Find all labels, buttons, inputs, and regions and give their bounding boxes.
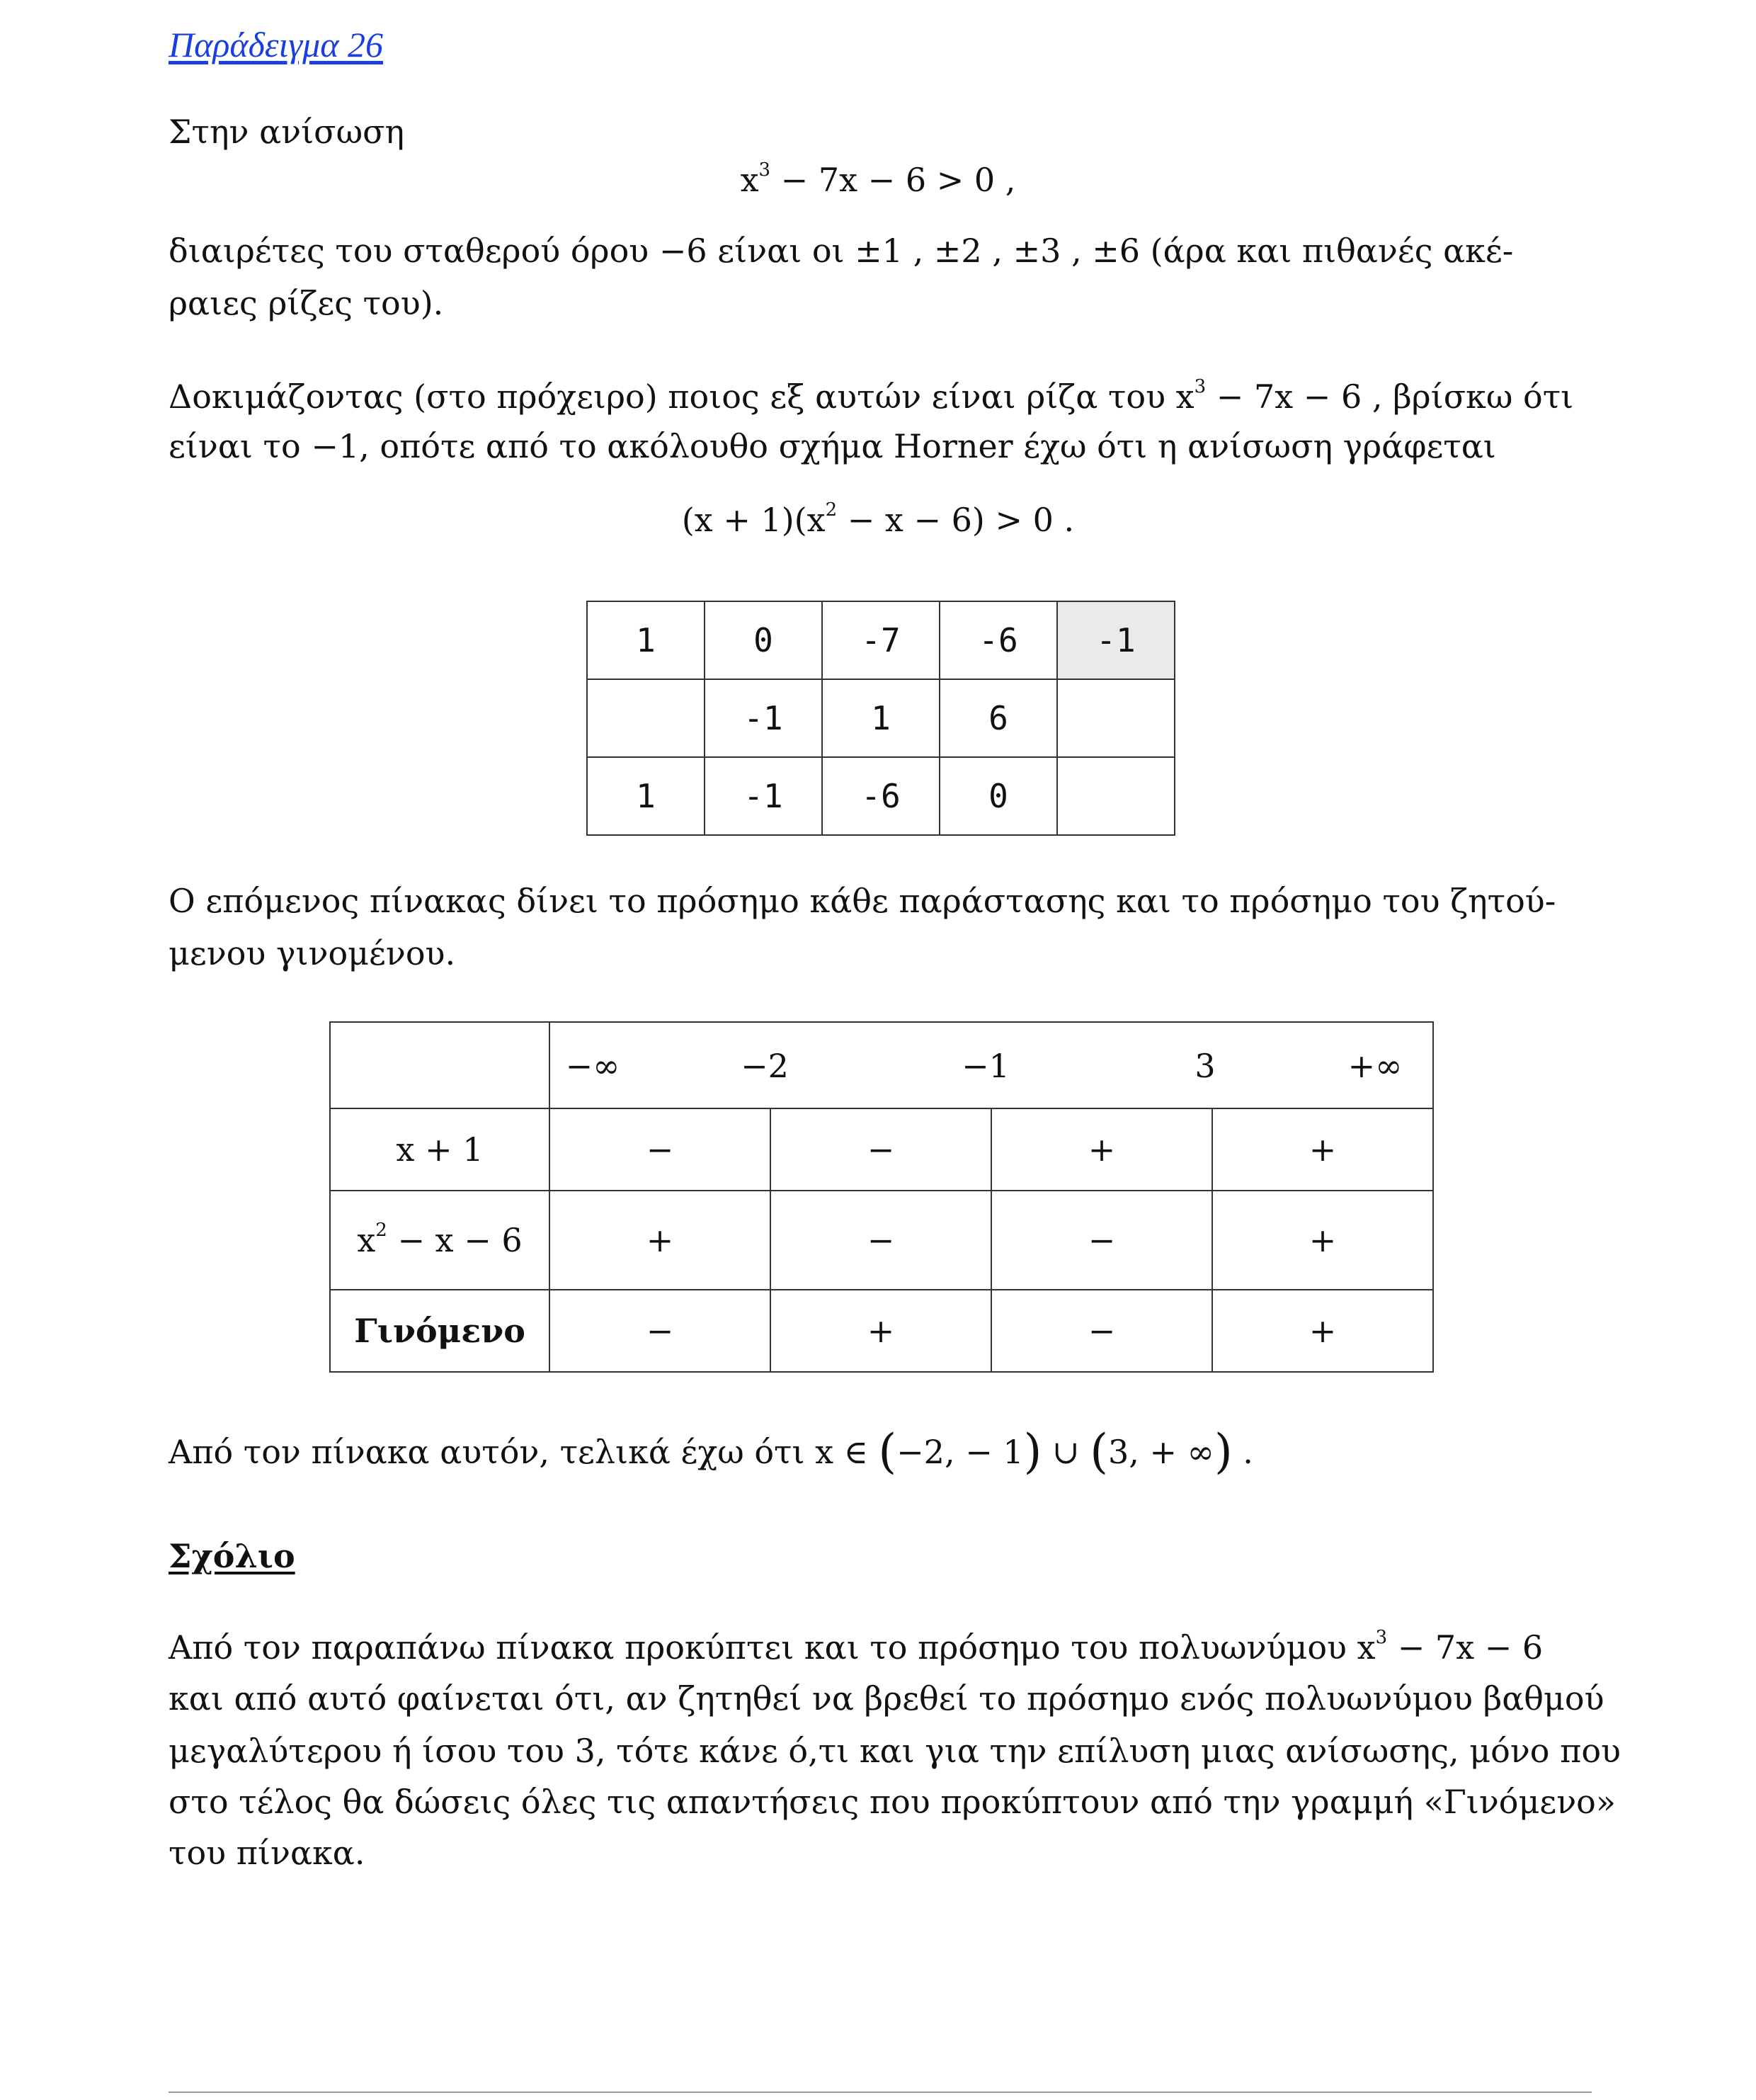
sign-cell: − [549,1290,770,1372]
conclusion: Από τον πίνακα αυτόν, τελικά έχω ότι x ∈ (−2, − 1) ∪ (3, + ∞) . [169,1424,1253,1479]
divisors-line-1: διαιρέτες του σταθερού όρου −6 είναι οι ±1 , ±2 , ±3 , ±6 (άρα και πιθανές ακέ- [169,232,1514,270]
comment-line-5: του πίνακα. [169,1834,365,1872]
horner-cell [1057,679,1175,757]
example-title: Παράδειγμα 26 [169,25,383,64]
horner-cell [587,679,705,757]
sign-cell: + [1212,1108,1433,1191]
trial-line-1: Δοκιμάζοντας (στο πρόχειρο) ποιος εξ αυτών είναι ρίζα του $x^3 - 7x - 6$ , βρίσκω ότι [169,376,1574,416]
sign-row-quadratic [330,1191,1433,1290]
row-label: x + 1 [330,1108,549,1191]
sign-cell: + [770,1290,991,1372]
sign-cell: + [549,1191,770,1290]
sign-table-header [330,1022,1433,1108]
sign-table-corner [330,1022,549,1108]
horner-row [587,757,1175,835]
inequality: $x^3 - 7x - 6 > 0$ , [740,159,1016,199]
horner-cell: -7 [822,601,940,679]
horner-cell [1057,757,1175,835]
horner-root-cell: -1 [1057,601,1175,679]
horner-table [586,601,1175,836]
sign-row-x-plus-1 [330,1108,1433,1191]
horner-cell: 0 [705,601,822,679]
horner-row [587,601,1175,679]
horner-cell: 1 [822,679,940,757]
horner-row [587,679,1175,757]
sign-row-product [330,1290,1433,1372]
critical-points-cell [549,1022,1433,1108]
footer-divider [169,2092,1592,2093]
row-label: $x^2 - x - 6$ [330,1191,549,1290]
comment-line-2: και από αυτό φαίνεται ότι, αν ζητηθεί να βρεθεί το πρόσημο ενός πολυωνύμου βαθμού [169,1679,1604,1718]
sign-cell: − [991,1191,1212,1290]
sign-cell: − [770,1191,991,1290]
next-line-2: μενου γινομένου. [169,934,456,972]
horner-cell: 6 [940,679,1057,757]
intro-text: Στην ανίσωση [169,113,405,151]
comment-line-3: μεγαλύτερου ή ίσου του 3, τότε κάνε ό,τι και για την επίλυση μιας ανίσωσης, μόνο που [169,1732,1621,1770]
comment-line-4: στο τέλος θα δώσεις όλες τις απαντήσεις που προκύπτουν από την γραμμή «Γινόμενο» [169,1783,1617,1821]
horner-cell: -1 [705,679,822,757]
critical-point: −∞ [565,1047,620,1085]
divisors-line-2: ραιες ρίζες του). [169,284,444,322]
critical-point: −2 [741,1047,789,1085]
critical-point: 3 [1195,1047,1216,1085]
critical-point: −1 [962,1047,1010,1085]
sign-cell: − [549,1108,770,1191]
row-label: Γινόμενο [330,1290,549,1372]
horner-cell: 1 [587,601,705,679]
comment-line-1: Από τον παραπάνω πίνακα προκύπτει και το πρόσημο του πολυωνύμου $x^3 - 7x - 6$ [169,1627,1544,1667]
sign-cell: + [1212,1191,1433,1290]
critical-point: +∞ [1347,1047,1403,1085]
next-line-1: Ο επόμενος πίνακας δίνει το πρόσημο κάθε παράστασης και το πρόσημο του ζητού- [169,882,1556,920]
sign-cell: + [1212,1290,1433,1372]
comment-title: Σχόλιο [169,1537,295,1575]
trial-line-2: είναι το −1, οπότε από το ακόλουθο σχήμα Horner έχω ότι η ανίσωση γράφεται [169,427,1496,465]
sign-cell: − [991,1290,1212,1372]
horner-cell: -1 [705,757,822,835]
sign-table [329,1021,1434,1373]
sign-cell: + [991,1108,1212,1191]
horner-cell: -6 [822,757,940,835]
horner-cell: 1 [587,757,705,835]
horner-cell: -6 [940,601,1057,679]
horner-cell: 0 [940,757,1057,835]
factored-inequality: $(x + 1)(x^2 - x - 6) > 0$ . [681,499,1075,539]
sign-cell: − [770,1108,991,1191]
